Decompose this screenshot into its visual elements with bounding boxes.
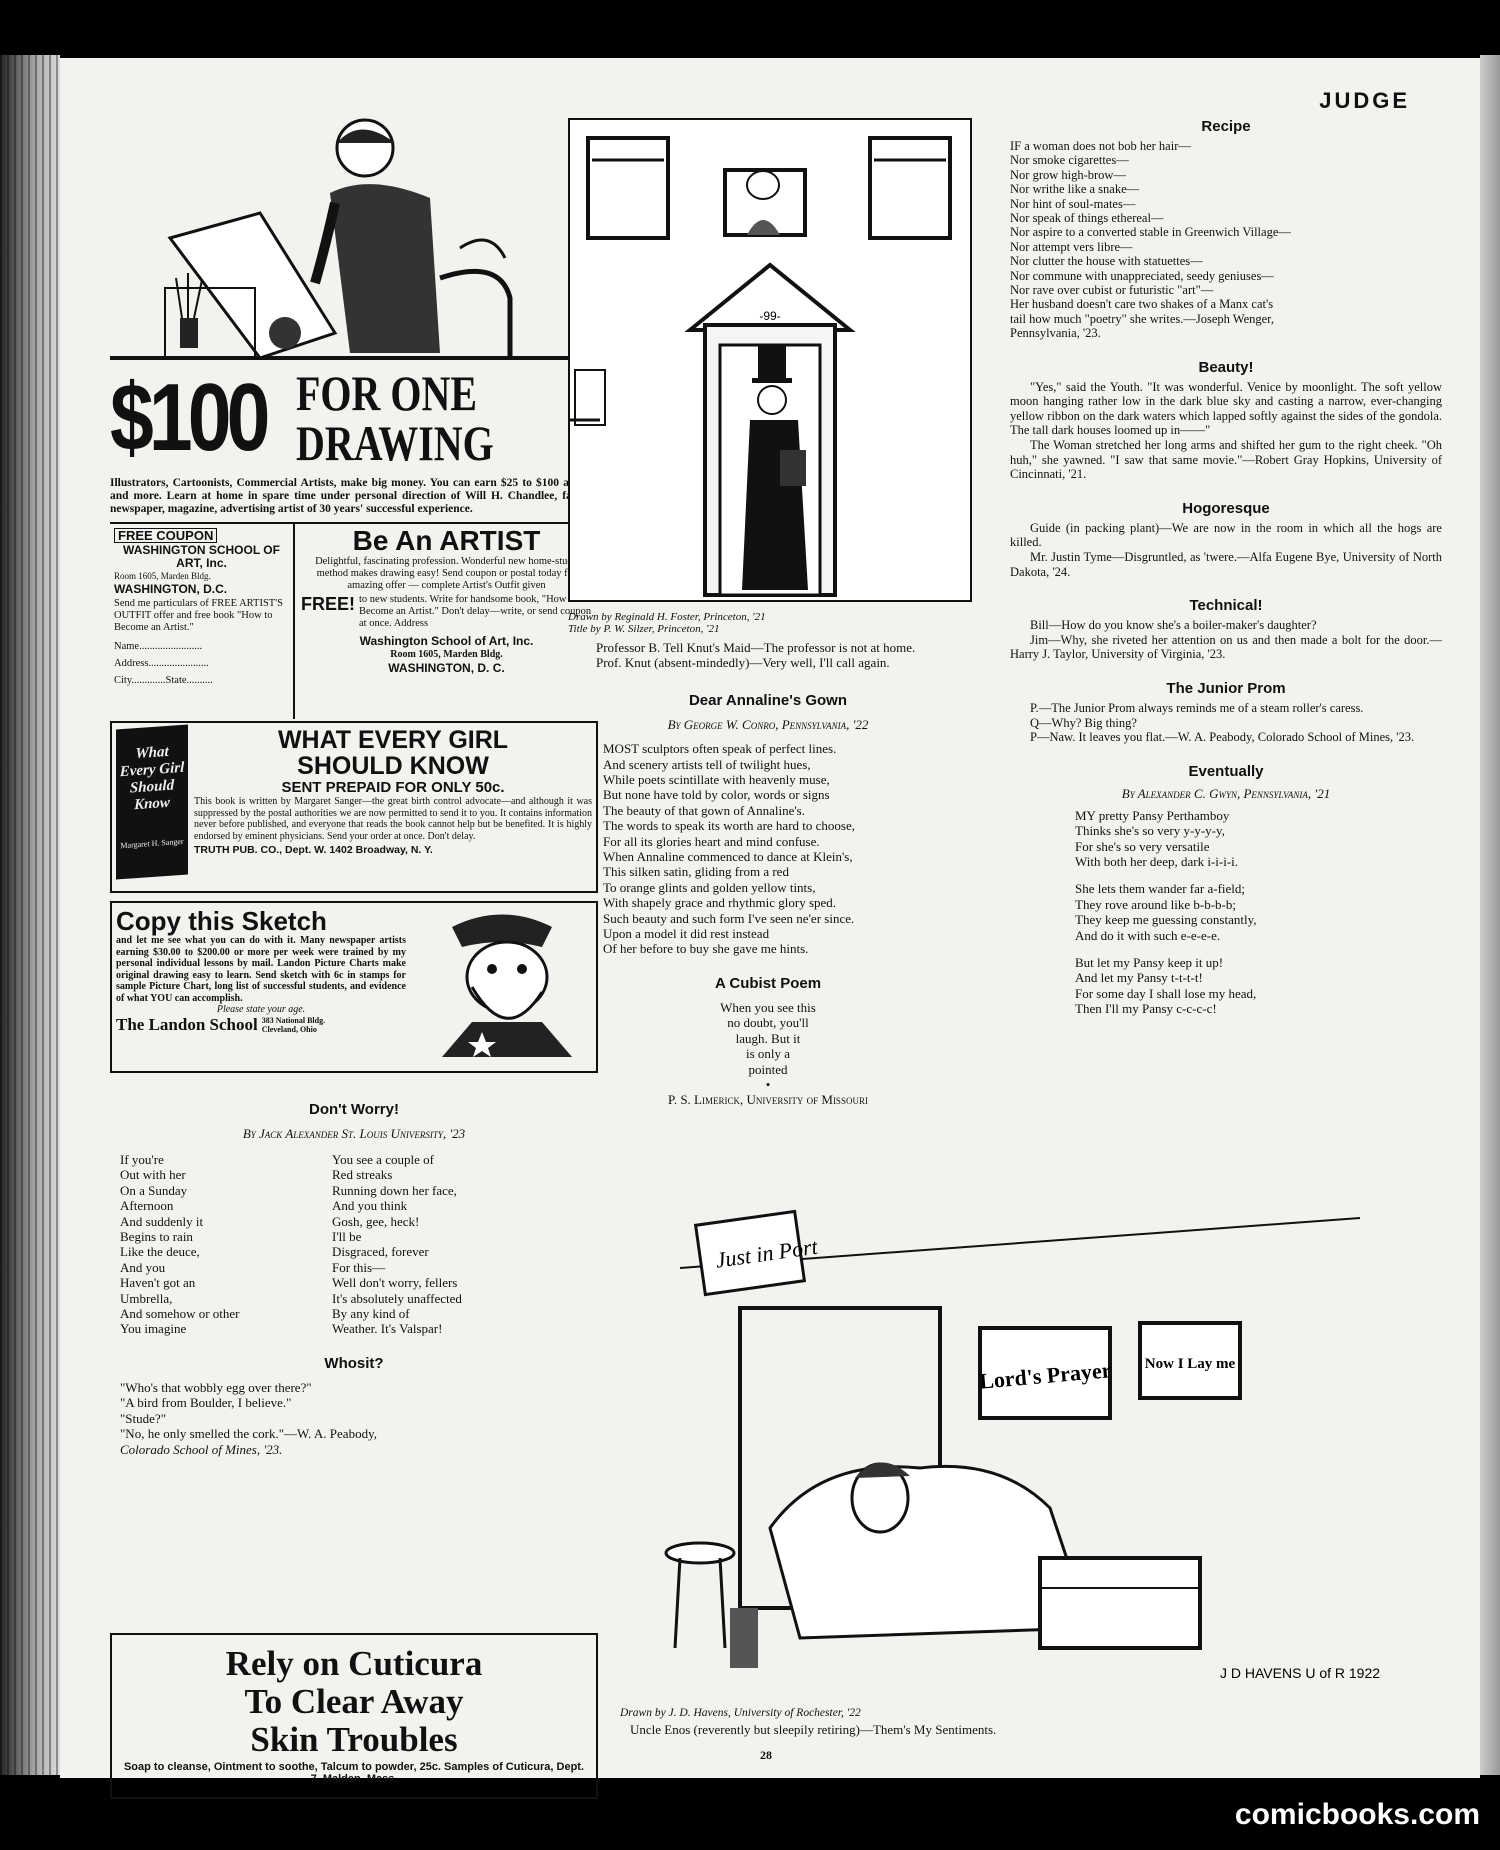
cartoon-1-caption-1: Professor B. Tell Knut's Maid—The professor is not at home. [596, 640, 916, 655]
poem-line: Nor attempt vers libre— [1010, 239, 1133, 254]
hogoresque-p2: Mr. Justin Tyme—Disgruntled, as 'twere.—Alfa Eugene Bye, University of North Dakota, '24. [1010, 550, 1442, 579]
eventually-stanza-3 [1010, 955, 1442, 1017]
junior-prom-p3: P—Naw. It leaves you flat.—W. A. Peabody, Colorado School of Mines, '23. [1030, 730, 1415, 745]
girl-book-ad [110, 721, 598, 893]
recipe-lines [1010, 139, 1442, 341]
junior-prom-title: The Junior Prom [1166, 680, 1286, 697]
poem-line: Nor clutter the house with statuettes— [1010, 254, 1203, 269]
poem-line: MY pretty Pansy Perthamboy [1075, 807, 1230, 823]
sign-now-i-lay-me: Now I Lay me [1144, 1356, 1236, 1372]
poem-line: Like the deuce, [120, 1244, 200, 1260]
eventually-title: Eventually [1188, 762, 1264, 780]
sketch-age-note: Please state your age. [216, 1004, 306, 1015]
poem-line: And let my Pansy t-t-t-t! [1075, 970, 1203, 986]
coupon-city: WASHINGTON, D.C. [114, 582, 228, 596]
poem-line: IF a woman does not bob her hair— [1010, 139, 1191, 153]
dont-worry-col-2 [332, 1152, 532, 1337]
poem-line: Weather. It's Valspar! [332, 1321, 443, 1337]
poem-line: Well don't worry, fellers [332, 1275, 458, 1291]
coupon-room: Room 1605, Marden Bldg. [114, 571, 211, 581]
poem-line: For some day I shall lose my head, [1075, 985, 1257, 1001]
poem-line: With shapely grace and rhythmic glory sped. [603, 895, 837, 911]
coupon-city-field[interactable]: City.............State.......... [114, 675, 213, 686]
poem-line: is only a [745, 1046, 791, 1062]
uncle-enos-illustration [620, 1208, 1380, 1698]
banner-just-in-port: Just in Port [713, 1233, 820, 1273]
page-number: 28 [760, 1748, 772, 1762]
poem-line: This silken satin, gliding from a red [603, 864, 789, 880]
coupon-name-field[interactable]: Name........................ [114, 641, 203, 652]
cartoon-2-caption: Uncle Enos (reverently but sleepily retiring)—Them's My Sentiments. [630, 1722, 997, 1737]
joke-line: "Who's that wobbly egg over there?" [120, 1379, 312, 1395]
girl-body: This book is written by Margaret Sanger—the great birth control advocate—and although it was suppressed by the postal authorities we are now permitted to send it to you. It contains information never before published, and everyone that reads the book cannot help but be benefited. It is highly endorsed by eminent physicians. Send your order at once. Don't delay. [194, 796, 592, 842]
book-cover-author: Margaret H. Sanger [120, 836, 184, 851]
artist-headline [110, 363, 598, 473]
poem-line: And you think [332, 1198, 408, 1214]
beauty-p2: The Woman stretched her long arms and shifted her gum to the right cheek. "Oh huh," she yawned. "I saw that same movie."—Robert Gray Hopkins, University of Cincinnati, '21. [1010, 438, 1442, 482]
annaline-title: Dear Annaline's Gown [688, 692, 848, 710]
price-100: $100 [110, 364, 266, 471]
joke-line: "Stude?" [120, 1410, 166, 1426]
poem-line: Out with her [120, 1167, 186, 1183]
poem-line: Nor aspire to a converted stable in Greenwich Village— [1010, 225, 1291, 240]
cuticura-line-2: To Clear Away [244, 1682, 464, 1721]
free-label: FREE! [301, 594, 355, 614]
poem-line: It's absolutely unaffected [332, 1290, 462, 1306]
girl-address: TRUTH PUB. CO., Dept. W. 1402 Broadway, N. Y. [194, 844, 433, 856]
junior-prom-section [1010, 680, 1442, 745]
eventually-poem [1010, 763, 1442, 1017]
page-edge [1480, 55, 1500, 1775]
cubist-dot: • [765, 1076, 771, 1092]
poem-line: pointed [748, 1061, 788, 1077]
poem-line: laugh. But it [735, 1030, 801, 1046]
coupon-section [110, 522, 598, 719]
headline-for-one: FOR ONE [296, 365, 478, 421]
whosit-joke [110, 1355, 598, 1457]
cubist-lines [568, 1000, 968, 1077]
coupon-title: FREE COUPON [114, 528, 217, 543]
artist-ad-body: Illustrators, Cartoonists, Commercial Artists, make big money. You can earn $25 to $100 a week and more. Learn at home in spare time under personal direction of Will H. Chandlee, famous newspaper, magazine, advertising artist of 30 years' successful experience. [110, 477, 598, 515]
middle-column [568, 118, 968, 1108]
dont-worry-poem [110, 1101, 598, 1337]
cuticura-line-3: Skin Troubles [250, 1720, 458, 1759]
school-address-2: Room 1605, Marden Bldg. [390, 649, 503, 660]
poem-line: Gosh, gee, heck! [332, 1213, 420, 1229]
poem-line: Afternoon [120, 1198, 174, 1214]
technical-section [1010, 597, 1442, 662]
poem-line: Nor writhe like a snake— [1010, 182, 1140, 197]
junior-prom-p1: P.—The Junior Prom always reminds me of a steam roller's caress. [1030, 701, 1364, 715]
free-coupon [110, 524, 295, 719]
cuticura-line-1: Rely on Cuticura [225, 1644, 483, 1683]
professor-cartoon [568, 118, 972, 602]
girl-headline-2: SHOULD KNOW [297, 752, 489, 780]
joke-line: "A bird from Boulder, I believe." [120, 1395, 292, 1411]
eventually-stanza-2 [1010, 881, 1442, 943]
poem-line: Pennsylvania, '23. [1010, 326, 1101, 341]
free-body: to new students. Write for handsome book, "How to Become an Artist." Don't delay—write, or send coupon at once. Address [359, 594, 592, 629]
poem-line: The beauty of that gown of Annaline's. [603, 802, 805, 818]
poem-line: Thinks she's so very y-y-y-y, [1075, 823, 1225, 839]
school-address-3: WASHINGTON, D. C. [388, 661, 505, 675]
beauty-title: Beauty! [1198, 358, 1254, 376]
right-column [1010, 118, 1442, 1017]
poem-line: Such beauty and such form I've seen ne'er since. [603, 910, 855, 926]
junior-prom-p2: Q—Why? Big thing? [1030, 715, 1137, 730]
poem-line: Then I'll my Pansy c-c-c-c! [1075, 1001, 1217, 1017]
poem-line: For this— [332, 1259, 386, 1275]
poem-line: no doubt, you'll [727, 1015, 809, 1031]
poem-line: They rove around like b-b-b-b; [1075, 896, 1237, 912]
eventually-stanza-1 [1010, 808, 1442, 870]
joke-line: "No, he only smelled the cork."—W. A. Peabody, [120, 1426, 377, 1442]
poem-line: If you're [120, 1152, 164, 1167]
poem-line: And scenery artists tell of twilight hues, [603, 756, 811, 772]
book-cover [116, 724, 188, 879]
magazine-page [60, 58, 1480, 1785]
sketch-ad [110, 901, 598, 1073]
poem-line: Upon a model it did rest instead [603, 926, 770, 942]
poem-line: Begins to rain [120, 1229, 193, 1245]
cartoon-1-credit-1: Drawn by Reginald H. Foster, Princeton, '21 [568, 611, 766, 623]
poem-line: But let my Pansy keep it up! [1075, 955, 1224, 971]
be-artist-headline: Be An ARTIST [352, 525, 541, 556]
door-number: -99- [759, 309, 781, 323]
dont-worry-col-1 [120, 1152, 320, 1337]
poem-line: When Annaline commenced to dance at Klein's, [603, 849, 853, 865]
poem-line: While poets scintillate with heavenly muse, [603, 772, 830, 787]
poem-line: To orange glints and golden yellow tints, [603, 879, 816, 895]
dont-worry-title: Don't Worry! [309, 1101, 399, 1118]
uncle-sam-sketch [412, 907, 592, 1057]
poem-line: Nor grow high-brow— [1010, 167, 1126, 182]
poem-line: When you see this [720, 999, 816, 1015]
havens-signature: J D HAVENS U of R 1922 [1220, 1665, 1380, 1681]
book-cover-title: What Every Girl Should Know [119, 743, 185, 814]
poem-line: Umbrella, [120, 1290, 173, 1306]
recipe-section [1010, 118, 1442, 341]
poem-line: Running down her face, [332, 1182, 457, 1198]
poem-line: Haven't got an [120, 1275, 196, 1291]
technical-p2: Jim—Why, she riveted her attention on us and then made a bolt for the door.—Harry J. Taylor, University of Virginia, '23. [1010, 632, 1442, 662]
girl-headline-1: WHAT EVERY GIRL [277, 726, 509, 754]
poem-line: But none have told by color, words or signs [603, 787, 830, 803]
hogoresque-section [1010, 500, 1442, 579]
artist-illustration [110, 118, 598, 363]
recipe-title: Recipe [1201, 118, 1251, 135]
cubist-author: P. S. Limerick, University of Missouri [668, 1092, 868, 1108]
poem-line: On a Sunday [120, 1182, 188, 1198]
poem-line: Nor rave over cubist or futuristic "art"— [1010, 283, 1214, 298]
cartoon-1-credit-2: Title by P. W. Silzer, Princeton, '21 [568, 623, 720, 635]
annaline-poem [568, 692, 968, 957]
poem-line: She lets them wander far a-field; [1075, 881, 1246, 897]
magazine-header: JUDGE [1319, 88, 1410, 113]
landon-address: 383 National Bldg. Cleveland, Ohio [261, 1016, 326, 1034]
poem-line: Nor commune with unappreciated, seedy geniuses— [1010, 268, 1274, 283]
hogoresque-p1: Guide (in packing plant)—We are now in the room in which all the hogs are killed. [1010, 520, 1442, 550]
poem-line: Disgraced, forever [332, 1244, 429, 1260]
whosit-lines [110, 1380, 598, 1442]
poem-line: tail how much "poetry" she writes.—Joseph Wenger, [1010, 311, 1274, 326]
whosit-source: Colorado School of Mines, '23. [120, 1441, 283, 1457]
ad-column [110, 118, 598, 1785]
annaline-lines [568, 741, 968, 957]
uncle-enos-cartoon [620, 1208, 1440, 1738]
sketch-headline: Copy this Sketch [116, 906, 327, 936]
cuticura-small: Soap to cleanse, Ointment to soothe, Talcum to powder, 25c. Samples of Cuticura, Dept. 7, Malden, Mass. [123, 1761, 585, 1785]
be-an-artist [295, 524, 598, 719]
poem-line: You imagine [120, 1321, 187, 1337]
poem-line: They keep me guessing constantly, [1075, 912, 1257, 928]
girl-price: SENT PREPAID FOR ONLY 50c. [281, 779, 505, 796]
technical-p1: Bill—How do you know she's a boiler-maker's daughter? [1030, 618, 1317, 633]
poem-line: Red streaks [332, 1167, 393, 1183]
beauty-p1: "Yes," said the Youth. "It was wonderful. Venice by moonlight. The soft yellow moon hanging rather low in the dark blue sky and casting a narrow, ever-changing yellow ribbon on the dark waters which lapped softly against the sides of the gondola. The tall dark houses loomed up in——" [1010, 379, 1442, 438]
whosit-title: Whosit? [324, 1354, 384, 1372]
poem-line: I'll be [332, 1229, 362, 1245]
coupon-body: Send me particulars of FREE ARTIST'S OUTFIT offer and free book "How to Become an Artist." [114, 598, 283, 633]
cartoon-1-caption-2: Prof. Knut (absent-mindedly)—Very well, I'll call again. [596, 654, 890, 670]
dont-worry-byline: By Jack Alexander St. Louis University, '23 [242, 1126, 466, 1141]
poem-line: You see a couple of [332, 1152, 434, 1167]
school-address-1: Washington School of Art, Inc. [359, 634, 534, 648]
poem-line: Her husband doesn't care two shakes of a Manx cat's [1010, 297, 1274, 312]
sign-lords-prayer: Lord's Prayer [978, 1357, 1113, 1394]
poem-line: The words to speak its worth are hard to choose, [603, 818, 855, 834]
poem-line: For all its glories heart and mind confuse. [603, 833, 820, 849]
eventually-byline: By Alexander C. Gwyn, Pennsylvania, '21 [1121, 785, 1331, 801]
poem-line: For she's so very versatile [1075, 838, 1210, 854]
annaline-byline: By George W. Conro, Pennsylvania, '22 [667, 717, 869, 733]
poem-line: With both her deep, dark i-i-i-i. [1075, 854, 1239, 869]
poem-line: Of her before to buy she gave me hints. [603, 941, 809, 957]
coupon-school: WASHINGTON SCHOOL OF ART, Inc. [123, 543, 280, 570]
poem-line: By any kind of [332, 1306, 410, 1322]
cuticura-ad [110, 1633, 598, 1799]
poem-line: And you [120, 1259, 166, 1275]
sketch-body: and let me see what you can do with it. Many newspaper artists earning $30.00 to $200.00 or more per week were trained by my personal individual lessons by mail. Landon Picture Charts make original drawing easy to learn. Send sketch with 6c in stamps for sample Picture Chart, long list of successful students, and evidence of what YOU can accomplish. [116, 935, 406, 1004]
poem-line: Nor speak of things ethereal— [1010, 211, 1164, 226]
cubist-title: A Cubist Poem [714, 974, 822, 992]
beauty-section [1010, 359, 1442, 482]
headline-drawing: DRAWING [296, 415, 494, 471]
poem-line: And suddenly it [120, 1213, 204, 1229]
be-artist-body: Delightful, fascinating profession. Wonderful new home-study method makes drawing easy! Send coupon or postal today for amazing offer — complete Artist's Outfit given [315, 556, 578, 591]
poem-line: Nor smoke cigarettes— [1010, 153, 1129, 168]
book-binding [0, 55, 60, 1775]
poem-line: MOST sculptors often speak of perfect lines. [603, 741, 837, 757]
poem-line: And do it with such e-e-e-e. [1075, 927, 1221, 943]
poem-line: Nor hint of soul-mates— [1010, 196, 1136, 211]
coupon-address-field[interactable]: Address....................... [114, 658, 209, 669]
landon-school: The Landon School [116, 1015, 258, 1034]
hogoresque-title: Hogoresque [1182, 499, 1270, 517]
technical-title: Technical! [1189, 597, 1263, 615]
watermark: comicbooks.com [1234, 1798, 1480, 1831]
cubist-poem [568, 975, 968, 1108]
cartoon-2-credit: Drawn by J. D. Havens, University of Rochester, '22 [620, 1707, 861, 1719]
poem-line: And somehow or other [120, 1306, 240, 1322]
